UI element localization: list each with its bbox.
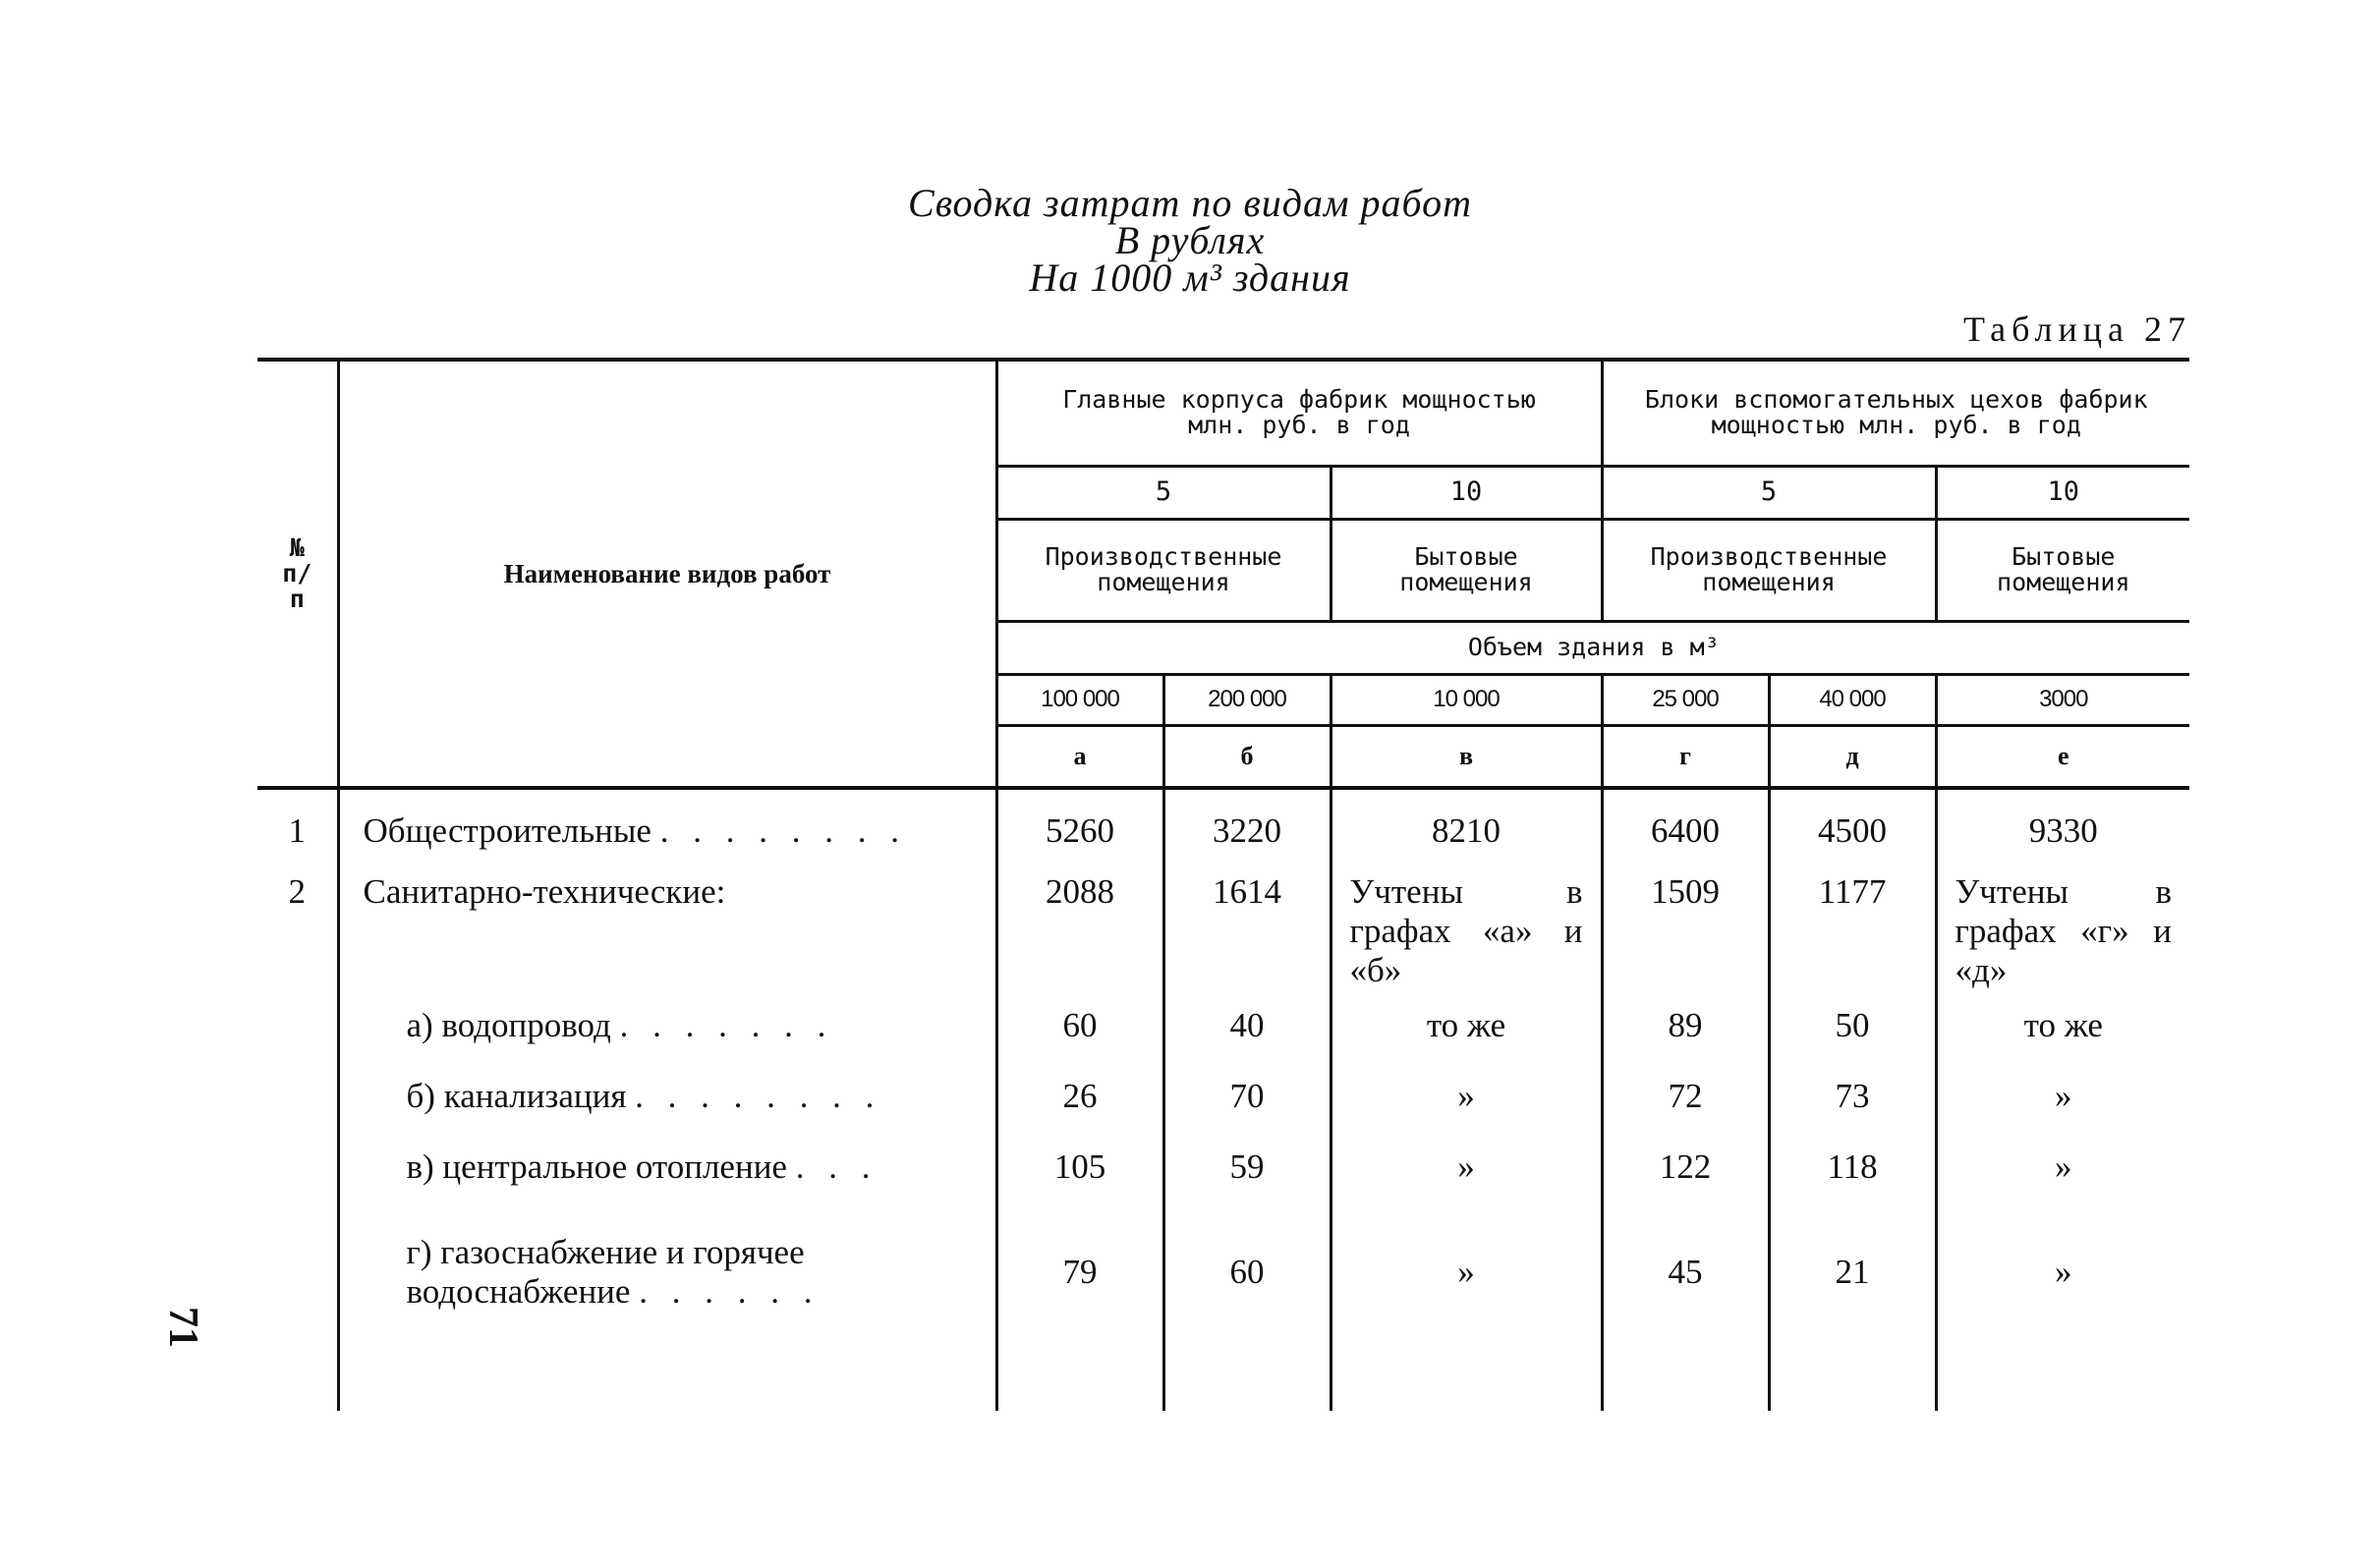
cell-value: 2088 — [996, 872, 1163, 990]
header-column-letter: в — [1331, 725, 1602, 788]
header-column-letter: г — [1602, 725, 1769, 788]
table-row — [257, 990, 2189, 1061]
cell-value: 40 — [1163, 990, 1331, 1061]
cell-value: » — [1936, 1061, 2189, 1132]
header-premises: Производственные помещения — [1602, 519, 1936, 621]
table-number: Таблица 27 — [1963, 309, 2191, 349]
cell-value: » — [1331, 1061, 1602, 1132]
row-label: в) центральное отопление . . . — [338, 1132, 996, 1202]
table-caption — [0, 181, 2380, 300]
row-label: г) газоснабжение и горячее водоснабжение . . . . . . — [338, 1202, 996, 1342]
header-premises: Производственные помещения — [996, 519, 1331, 621]
header-row-number: № п/п — [257, 360, 338, 788]
cell-value: то же — [1331, 990, 1602, 1061]
caption-units: В рублях — [1114, 218, 1266, 262]
cost-summary-table — [257, 358, 2189, 1411]
page-number: 71 — [160, 1307, 205, 1348]
cell-value: 21 — [1769, 1202, 1936, 1342]
cell-value: 73 — [1769, 1061, 1936, 1132]
row-label: Санитарно-технические: — [338, 872, 996, 990]
cell-value: » — [1331, 1132, 1602, 1202]
row-label: а) водопровод . . . . . . . — [338, 990, 996, 1061]
cell-note: Учтены в графах «а» и «б» — [1331, 872, 1602, 990]
cell-value: 59 — [1163, 1132, 1331, 1202]
table-row — [257, 1202, 2189, 1342]
table-row — [257, 790, 2189, 872]
cell-value: » — [1936, 1202, 2189, 1342]
row-number — [257, 1202, 338, 1342]
header-work-type: Наименование видов работ — [338, 360, 996, 788]
cell-value: 4500 — [1769, 790, 1936, 872]
cell-value: 26 — [996, 1061, 1163, 1132]
cell-value: » — [1936, 1132, 2189, 1202]
header-column-letter: е — [1936, 725, 2189, 788]
row-label: б) канализация . . . . . . . . — [338, 1061, 996, 1132]
header-capacity: 5 — [996, 466, 1331, 519]
cell-value: » — [1331, 1202, 1602, 1342]
cell-value: 5260 — [996, 790, 1163, 872]
cell-value: 45 — [1602, 1202, 1769, 1342]
header-premises: Бытовые помещения — [1331, 519, 1602, 621]
header-column-letter: д — [1769, 725, 1936, 788]
table-row — [257, 872, 2189, 990]
cell-value: 105 — [996, 1132, 1163, 1202]
header-volume: 200 000 — [1163, 674, 1331, 725]
row-number — [257, 990, 338, 1061]
cell-value: 79 — [996, 1202, 1163, 1342]
cell-value: 122 — [1602, 1132, 1769, 1202]
row-number: 1 — [288, 811, 306, 850]
header-column-letter: б — [1163, 725, 1331, 788]
cell-value: 50 — [1769, 990, 1936, 1061]
header-capacity: 10 — [1936, 466, 2189, 519]
header-main-buildings: Главные корпуса фабрик мощностью млн. руб. в год — [996, 360, 1602, 466]
cell-value: 9330 — [1936, 790, 2189, 872]
header-capacity: 10 — [1331, 466, 1602, 519]
row-number — [257, 1132, 338, 1202]
table-row — [257, 1061, 2189, 1132]
header-capacity: 5 — [1602, 466, 1936, 519]
cell-value: 1509 — [1602, 872, 1769, 990]
cell-value: 72 — [1602, 1061, 1769, 1132]
cell-value: 3220 — [1163, 790, 1331, 872]
row-label: Общестроительные . . . . . . . . — [338, 790, 996, 872]
caption-basis: На 1000 м³ здания — [1029, 255, 1351, 300]
header-column-letter: а — [996, 725, 1163, 788]
cell-value: 60 — [996, 990, 1163, 1061]
cell-value: 8210 — [1331, 790, 1602, 872]
row-number — [257, 1061, 338, 1132]
cell-value: 70 — [1163, 1061, 1331, 1132]
header-auxiliary-blocks: Блоки вспомогательных цехов фабрик мощностью млн. руб. в год — [1602, 360, 2189, 466]
caption-title: Сводка затрат по видам работ — [908, 181, 1472, 225]
cell-value: 1614 — [1163, 872, 1331, 990]
cell-value: 1177 — [1769, 872, 1936, 990]
cell-value: то же — [1936, 990, 2189, 1061]
cell-value: 60 — [1163, 1202, 1331, 1342]
header-premises: Бытовые помещения — [1936, 519, 2189, 621]
header-volume: 3000 — [1936, 674, 2189, 725]
cell-note: Учтены в графах «г» и «д» — [1936, 872, 2189, 990]
cell-value: 89 — [1602, 990, 1769, 1061]
header-volume: 10 000 — [1331, 674, 1602, 725]
row-number: 2 — [288, 872, 306, 911]
header-volume: 25 000 — [1602, 674, 1769, 725]
cell-value: 118 — [1769, 1132, 1936, 1202]
table-row — [257, 1132, 2189, 1202]
header-volume: 100 000 — [996, 674, 1163, 725]
header-building-volume: Объем здания в м³ — [996, 621, 2189, 674]
cell-value: 6400 — [1602, 790, 1769, 872]
header-volume: 40 000 — [1769, 674, 1936, 725]
